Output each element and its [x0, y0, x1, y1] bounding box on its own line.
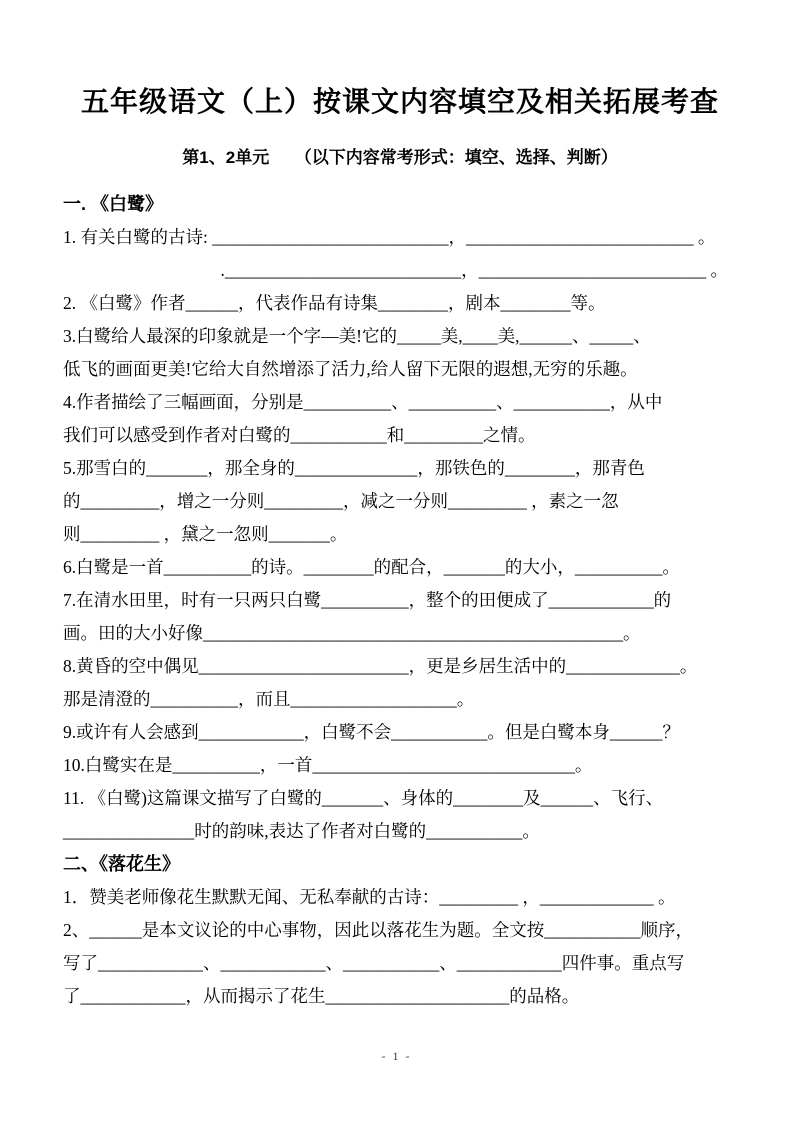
- question-line: 11. 《白鹭)这篇课文描写了白鹭的_______、身体的________及______、飞行、: [63, 788, 664, 808]
- question-line: 画。田的大小好像________________________________________________。: [63, 623, 641, 643]
- question-line: .___________________________，__________________________ 。: [63, 260, 728, 280]
- question-line: 低飞的画面更美!它给大自然增添了活力,给人留下无限的遐想,无穷的乐趣。: [63, 359, 638, 379]
- document-subtitle: 第1、2单元 （以下内容常考形式：填空、选择、判断）: [182, 148, 618, 167]
- question-line: _______________时的韵味,表达了作者对白鹭的___________。: [63, 821, 540, 841]
- question-line: 5.那雪白的_______，那全身的______________，那铁色的________，那青色: [63, 458, 645, 478]
- worksheet-header: [63, 84, 737, 170]
- question-line: 2. 《白鹭》作者______，代表作品有诗集________，剧本________等。: [63, 293, 606, 313]
- question-line: 4.作者描绘了三幅画面，分别是__________、__________、___________，从中: [63, 392, 663, 412]
- question-line: 的_________，增之一分则_________，减之一分则_________ ，素之一忽: [63, 491, 619, 511]
- section-heading-bailu: 一. 《白鹭》: [63, 194, 164, 214]
- section-bailu: [63, 188, 737, 848]
- question-line: 1. 有关白鹭的古诗: ___________________________，__________________________ 。: [63, 227, 716, 247]
- question-line: 6.白鹭是一首__________的诗。________的配合，_______的大小，__________。: [63, 557, 680, 577]
- question-line: 了____________，从而揭示了花生_____________________的品格。: [63, 986, 580, 1006]
- page-footer: [0, 1049, 793, 1064]
- worksheet-body: [63, 188, 737, 1013]
- question-line: 那是清澄的__________，而且___________________。: [63, 689, 475, 709]
- section-heading-luohuasheng: 二、《落花生》: [63, 854, 180, 874]
- question-line: 7.在清水田里，时有一只两只白鹭__________，整个的田便成了____________的: [63, 590, 672, 610]
- question-line: 2、______是本文议论的中心事物，因此以落花生为题。全文按___________顺序，: [63, 920, 693, 940]
- question-line: 我们可以感受到作者对白鹭的___________和_________之情。: [63, 425, 536, 445]
- question-line: 8.黄昏的空中偶见________________________，更是乡居生活中的_____________。: [63, 656, 698, 676]
- question-line: 3.白鹭给人最深的印象就是一个字—美!它的_____美,____美,______、_____、: [63, 326, 651, 346]
- section-luohuasheng: [63, 848, 737, 1013]
- page-number: - 1 -: [381, 1049, 412, 1063]
- document-title: 五年级语文（上）按课文内容填空及相关拓展考查: [80, 86, 719, 117]
- question-line: 10.白鹭实在是__________，一首______________________________。: [63, 755, 593, 775]
- question-line: 1．赞美老师像花生默默无闻、无私奉献的古诗：_________ ，_____________ 。: [63, 887, 676, 907]
- question-line: 则_________ ，黛之一忽则_______。: [63, 524, 348, 544]
- question-line: 写了____________、____________、___________、____________四件事。重点写: [63, 953, 685, 973]
- question-line: 9.或许有人会感到____________，白鹭不会___________。但是白鹭本身______？: [63, 722, 680, 742]
